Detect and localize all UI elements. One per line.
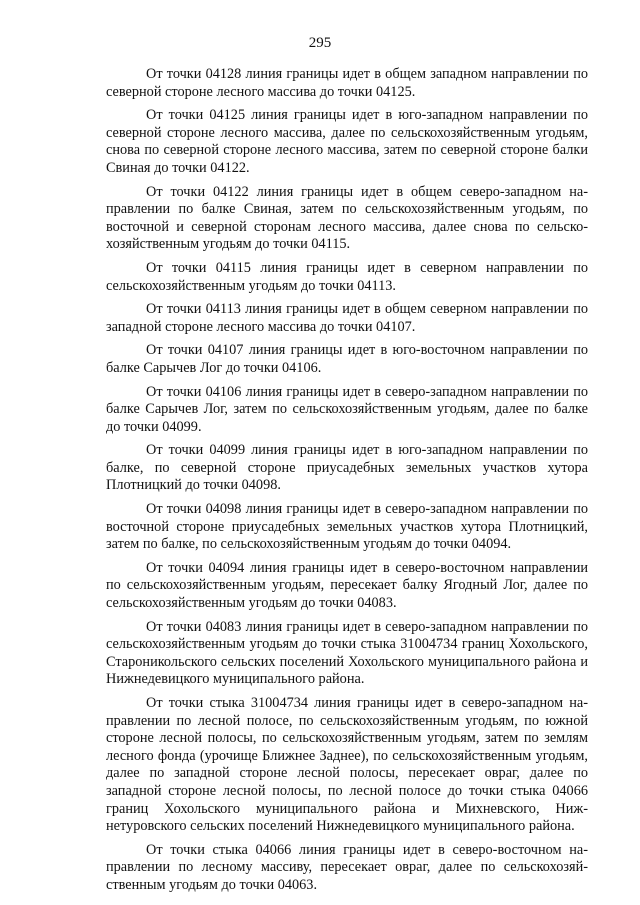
paragraph: От точки 04107 линия границы идет в юго-восточном направлении по балке Сарычев Лог до точки 04106.	[106, 342, 588, 376]
paragraph: От точки 04122 линия границы идет в общем северо-западном направлении по балке Свиная, затем по сельскохозяйственным угодьям, по восточной и северной сторонам лесного массива, далее снова по сельскохозяйственным угодьям до точки 04115.	[106, 183, 588, 253]
page-number: 295	[308, 35, 332, 51]
paragraph: От точки 04113 линия границы идет в общем северном направлении по западной стороне лесного массива до точки 04107.	[106, 301, 588, 335]
paragraph: От точки 04094 линия границы идет в северо-восточном направлении по сельскохозяйственным угодьям, пересекает балку Ягодный Лог, далее по сельскохозяйственным угодьям до точки 04083.	[106, 559, 588, 612]
paragraph: От точки 04106 линия границы идет в северо-западном направлении по балке Сарычев Лог, затем по сельскохозяйственным угодьям, далее по балке до точки 04099.	[106, 383, 588, 435]
paragraph: От точки 04083 линия границы идет в северо-западном направлении по сельскохозяйственным угодьям до точки стыка 31004734 границ Хохольского, Староникольского сельских поселений Хохольского муниципального района и Нижнедевицкого муниципального района.	[106, 618, 588, 688]
paragraph: От точки 04125 линия границы идет в юго-западном направлении по северной стороне лесного массива, далее по сельскохозяйственным угодьям, снова по северной стороне лесного массива, затем по северной стороне балки Свиная до точки 04122.	[106, 107, 588, 176]
paragraph: От точки 04115 линия границы идет в северном направлении по сельскохозяйственным угодьям до точки 04113.	[106, 259, 588, 294]
paragraph: От точки 04099 линия границы идет в юго-западном направлении по балке, по северной стороне приусадебных земельных участков хутора Плотницкий до точки 04098.	[106, 442, 588, 494]
paragraph: От точки 04098 линия границы идет в северо-западном направлении по восточной стороне приусадебных земельных участков хутора Плотницкий, затем по балке, по сельскохозяйственным угодьям до точки 04094.	[106, 501, 588, 553]
paragraph: От точки стыка 04066 линия границы идет в северо-восточном направлении по лесному массиву, пересекает овраг, далее по сельскохозяйственным угодьям до точки 04063.	[106, 841, 588, 893]
paragraph: От точки стыка 31004734 линия границы идет в северо-западном направлении по лесной полосе, по сельскохозяйственным угодьям, по южной стороне лесной полосы, по сельскохозяйственным угодьям, затем по землям лесного фонда (урочище Ближнее Заднее), по сельскохозяйственным угодьям, далее по западной стороне лесной полосы, пересекает овраг, далее по западной стороне лесной полосы, по лесной полосе до точки стыка 04066 границ Хохольского муниципального района и Михневского, Нижнетуровского сельских поселений Нижнедевицкого муниципального района.	[106, 695, 588, 835]
document-body	[106, 66, 588, 901]
paragraph: От точки 04128 линия границы идет в общем западном направлении по северной стороне лесного массива до точки 04125.	[106, 66, 588, 100]
